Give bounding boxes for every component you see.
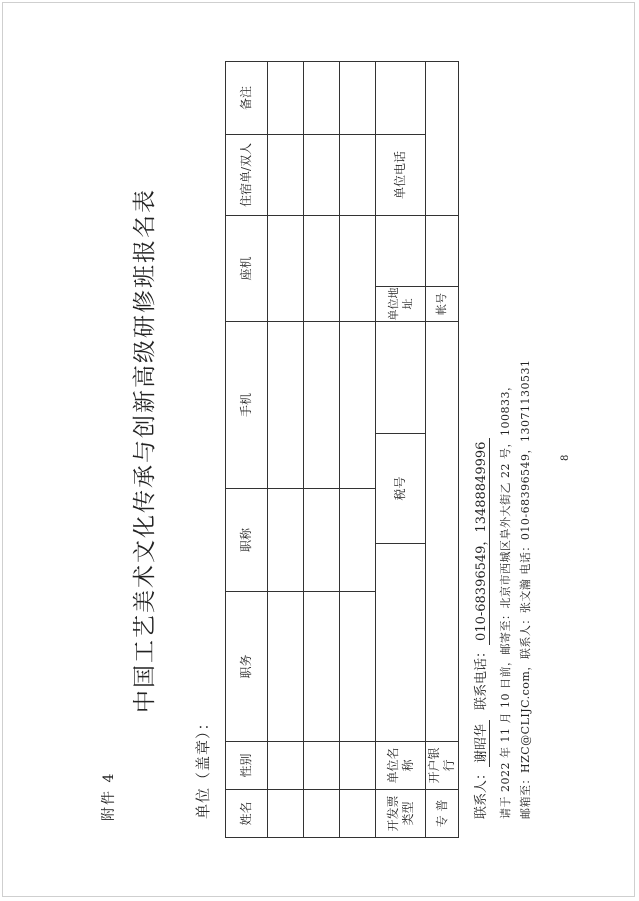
cell-name[interactable] bbox=[268, 790, 304, 838]
account-extra-field[interactable] bbox=[426, 61, 459, 215]
email-note: 邮箱至：HZC@CLIJC.com，联系人：张文瀚 电话：010-68396549，13071130531 bbox=[519, 359, 532, 819]
account-field[interactable] bbox=[426, 216, 458, 286]
unit-address-field-wrap[interactable] bbox=[376, 215, 426, 321]
attachment-label: 附件 4 bbox=[101, 771, 117, 821]
tax-number-label: 税号 bbox=[376, 433, 426, 543]
cell-title[interactable] bbox=[268, 488, 304, 591]
tax-number-field[interactable] bbox=[376, 321, 426, 433]
header-name: 姓名 bbox=[226, 790, 268, 838]
cell-name[interactable] bbox=[340, 790, 376, 838]
cell-position[interactable] bbox=[340, 591, 376, 741]
cell-room[interactable] bbox=[268, 134, 304, 215]
table-row bbox=[304, 61, 340, 837]
unit-phone-field[interactable] bbox=[376, 61, 426, 134]
account-label: 帐号 bbox=[426, 286, 458, 321]
cell-gender[interactable] bbox=[268, 742, 304, 790]
account-field-wrap[interactable] bbox=[426, 215, 459, 321]
header-remarks: 备注 bbox=[226, 61, 268, 134]
header-position: 职务 bbox=[226, 591, 268, 741]
contact-phones: 010-68396549，13488849996 bbox=[470, 438, 490, 645]
contact-line bbox=[470, 438, 490, 819]
cell-remarks[interactable] bbox=[304, 61, 340, 134]
invoice-row-1 bbox=[376, 61, 426, 837]
cell-name[interactable] bbox=[304, 790, 340, 838]
cell-landline[interactable] bbox=[268, 215, 304, 321]
bank-field[interactable] bbox=[426, 321, 459, 741]
bank-label: 开户银行 bbox=[426, 742, 459, 790]
cell-mobile[interactable] bbox=[268, 321, 304, 488]
header-title: 职称 bbox=[226, 488, 268, 591]
table-header-row bbox=[226, 61, 268, 837]
cell-remarks[interactable] bbox=[268, 61, 304, 134]
cell-position[interactable] bbox=[304, 591, 340, 741]
cell-title[interactable] bbox=[304, 488, 340, 591]
page-number: 8 bbox=[560, 454, 571, 461]
invoice-type-label: 开发票类型 bbox=[376, 790, 426, 838]
cell-room[interactable] bbox=[340, 134, 376, 215]
unit-name-field[interactable] bbox=[376, 543, 426, 741]
contact-person: 谢昭华 bbox=[470, 720, 490, 767]
cell-remarks[interactable] bbox=[340, 61, 376, 134]
header-gender: 性别 bbox=[226, 742, 268, 790]
cell-landline[interactable] bbox=[304, 215, 340, 321]
cell-mobile[interactable] bbox=[304, 321, 340, 488]
header-room: 住宿单/双人 bbox=[226, 134, 268, 215]
registration-table bbox=[225, 61, 459, 838]
unit-address-label: 单位地址 bbox=[376, 286, 425, 321]
cell-landline[interactable] bbox=[340, 215, 376, 321]
cell-position[interactable] bbox=[268, 591, 304, 741]
unit-address-field[interactable] bbox=[376, 216, 425, 286]
cell-mobile[interactable] bbox=[340, 321, 376, 488]
table-row bbox=[340, 61, 376, 837]
unit-name-label: 单位名称 bbox=[376, 742, 426, 790]
cell-title[interactable] bbox=[340, 488, 376, 591]
cell-gender[interactable] bbox=[340, 742, 376, 790]
table-row bbox=[268, 61, 304, 837]
special-normal-label: 专 普 bbox=[426, 790, 459, 838]
header-mobile: 手机 bbox=[226, 321, 268, 488]
header-landline: 座机 bbox=[226, 215, 268, 321]
contact-phone-label: 联系电话： bbox=[474, 644, 489, 710]
form-title: 中国工艺美术文化传承与创新高级研修班报名表 bbox=[132, 188, 158, 713]
cell-gender[interactable] bbox=[304, 742, 340, 790]
invoice-row-2 bbox=[426, 61, 459, 837]
contact-label: 联系人： bbox=[474, 766, 489, 819]
unit-stamp-label: 单位（盖章）： bbox=[194, 714, 212, 819]
unit-phone-label: 单位电话 bbox=[376, 134, 426, 215]
cell-room[interactable] bbox=[304, 134, 340, 215]
mailing-note: 请于 2022 年 11 月 10 日前，邮寄至：北京市西城区阜外大街乙 22 号，100833， bbox=[499, 379, 512, 819]
